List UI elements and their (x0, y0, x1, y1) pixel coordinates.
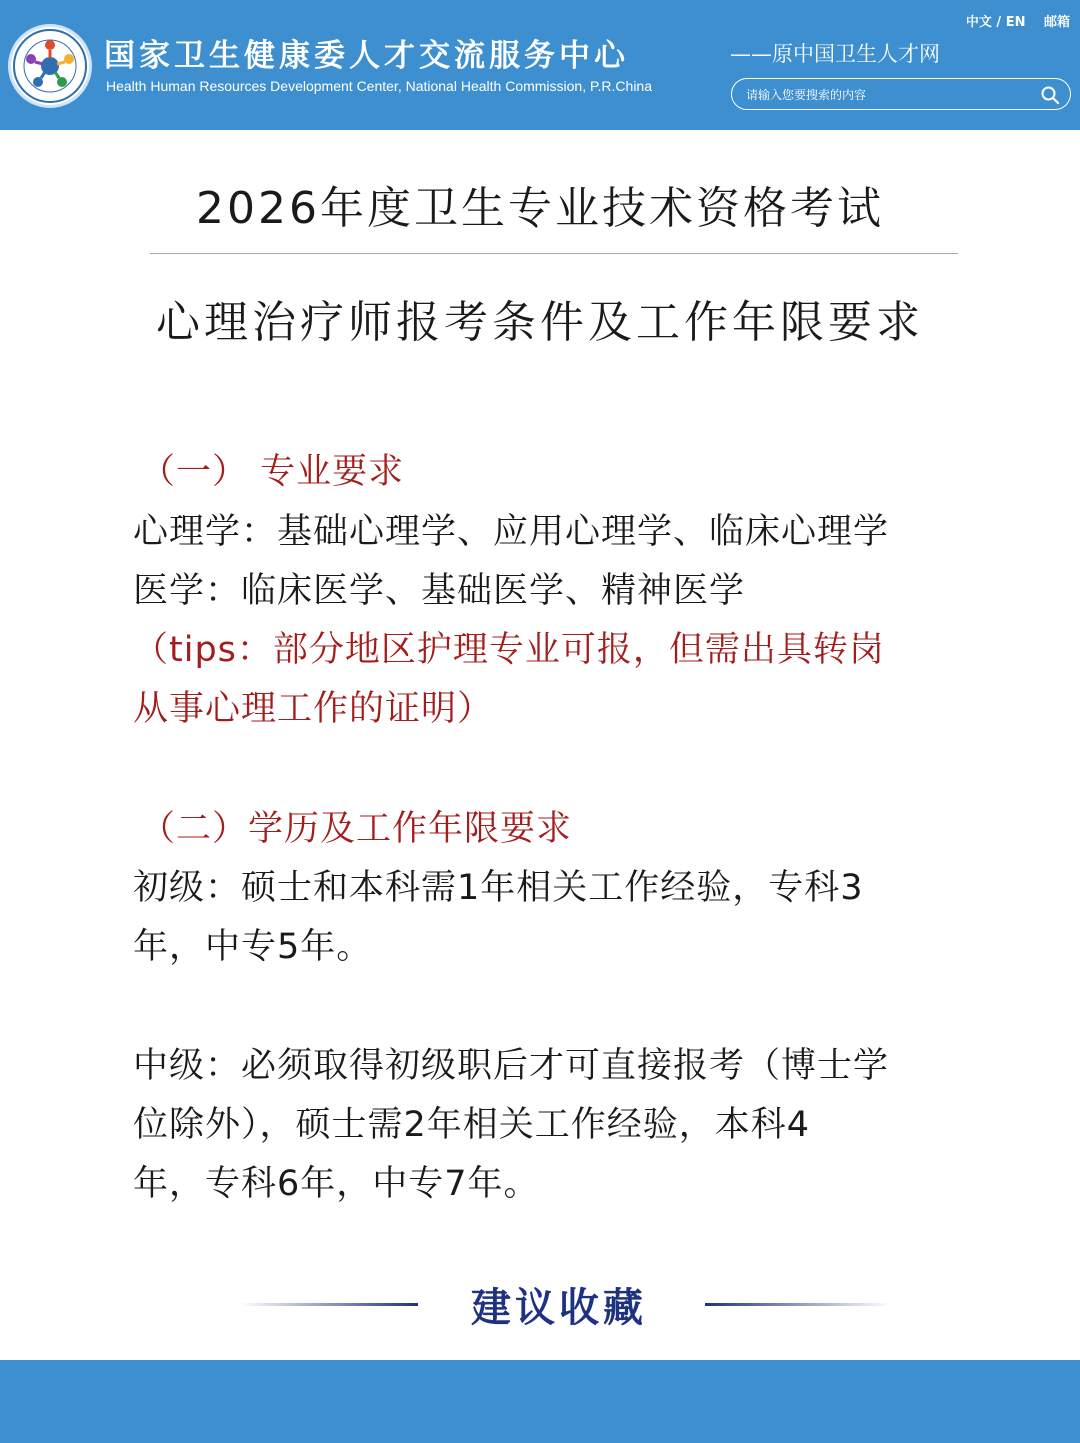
search-placeholder: 请输入您要搜索的内容 (746, 88, 867, 102)
site-header (0, 0, 1080, 130)
section2-mid-line3: 年，专科6年，中专7年。 (133, 1164, 540, 1204)
section2-junior-line2: 年，中专5年。 (133, 927, 373, 967)
lang-switch-link[interactable]: 中文 / EN (965, 15, 1026, 30)
org-name-cn: 国家卫生健康委人才交流服务中心 (104, 38, 629, 74)
emblem-icon (11, 27, 89, 105)
section2-heading: （二）学历及工作年限要求 (140, 809, 573, 849)
org-name-en: Health Human Resources Development Center, National Health Commission, P.R.China (106, 78, 652, 94)
save-banner (0, 1276, 1080, 1332)
section1-psychology: 心理学：基础心理学、应用心理学、临床心理学 (133, 512, 890, 552)
top-links (952, 11, 1070, 30)
page-subtitle: 心理治疗师报考条件及工作年限要求 (156, 297, 924, 348)
page-title: 2026年度卫生专业技术资格考试 (196, 183, 884, 234)
search-icon[interactable] (1040, 85, 1060, 105)
section1-heading: （一） 专业要求 (140, 452, 405, 492)
section2-mid-line2: 位除外），硕士需2年相关工作经验，本科4 (133, 1105, 811, 1145)
footer-bar (0, 1360, 1080, 1443)
former-name: ——原中国卫生人才网 (730, 42, 940, 66)
section2-mid-line1: 中级：必须取得初级职后才可直接报考（博士学 (133, 1046, 890, 1086)
title-divider (150, 253, 958, 254)
mail-link[interactable]: 邮箱 (1043, 15, 1070, 30)
section1-medicine: 医学：临床医学、基础医学、精神医学 (133, 571, 746, 611)
emblem-logo[interactable] (8, 24, 92, 108)
search-input[interactable] (731, 78, 1071, 110)
save-divider-right (705, 1303, 890, 1306)
section2-junior-line1: 初级：硕士和本科需1年相关工作经验，专科3 (133, 868, 864, 908)
save-label: 建议收藏 (471, 1285, 647, 1331)
section1-tips-line2: 从事心理工作的证明） (133, 689, 494, 729)
section1-tips-line1: （tips：部分地区护理专业可报，但需出具转岗 (133, 630, 885, 670)
